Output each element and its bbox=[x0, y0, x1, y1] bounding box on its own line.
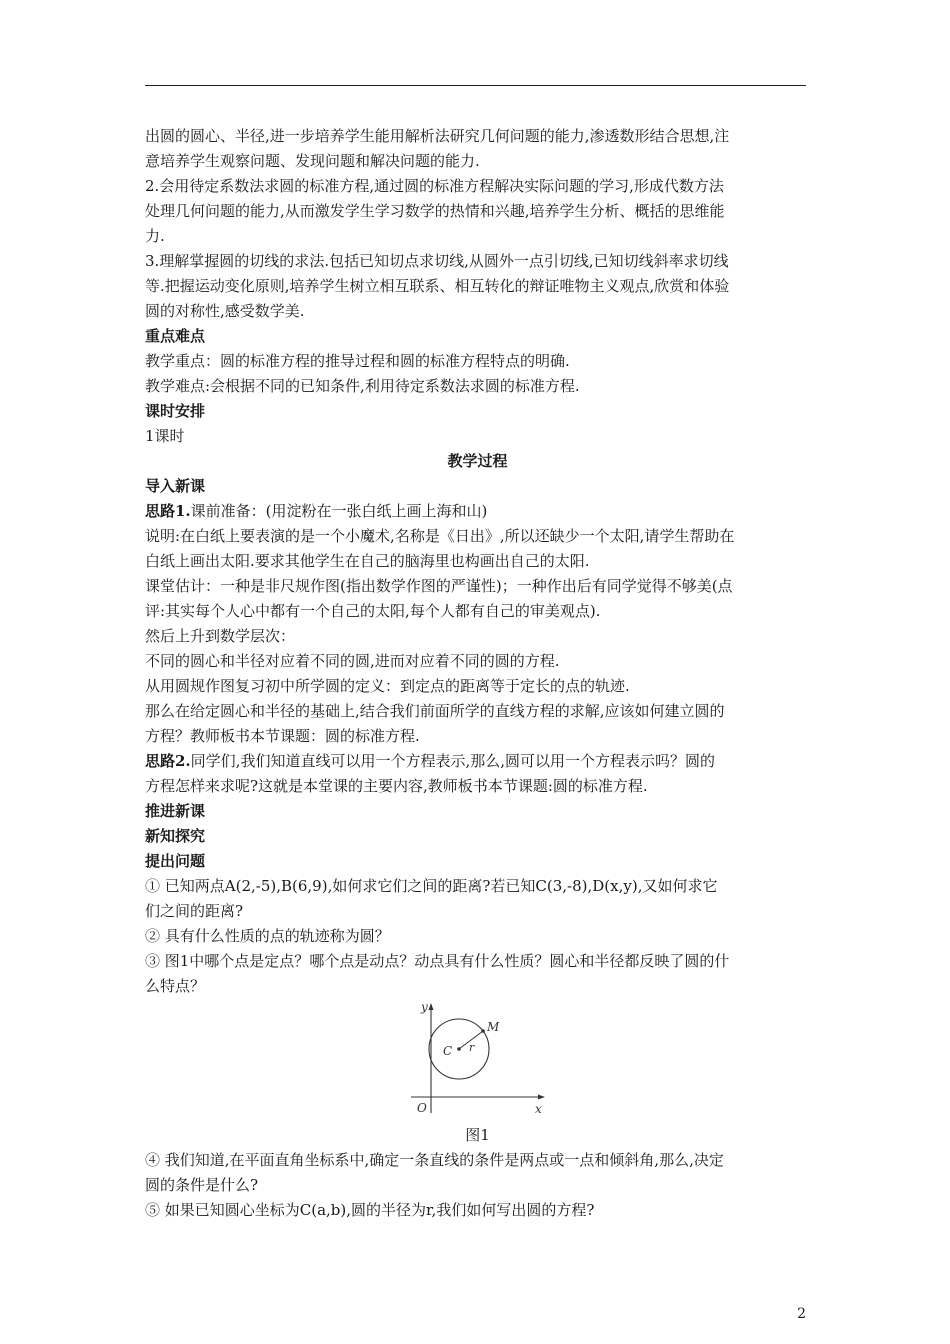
header-rule bbox=[145, 85, 806, 86]
text-line: 处理几何问题的能力,从而激发学生学习数学的热情和兴趣,培养学生分析、概括的思维能 bbox=[145, 202, 725, 220]
text-line: 说明:在白纸上要表演的是一个小魔术,名称是《日出》,所以还缺少一个太阳,请学生帮助在 bbox=[145, 527, 735, 545]
text-line: 白纸上画出太阳.要求其他学生在自己的脑海里也构画出自己的太阳. bbox=[145, 552, 590, 570]
page-number: 2 bbox=[797, 1306, 806, 1322]
text-line: 教学难点:会根据不同的已知条件,利用待定系数法求圆的标准方程. bbox=[145, 377, 580, 395]
idea2-label: 思路2. bbox=[145, 752, 191, 770]
text-line: 圆的对称性,感受数学美. bbox=[145, 302, 305, 320]
question-line: ⑤ 如果已知圆心坐标为C(a,b),圆的半径为r,我们如何写出圆的方程? bbox=[145, 1201, 595, 1219]
question-line: ④ 我们知道,在平面直角坐标系中,确定一条直线的条件是两点或一点和倾斜角,那么,决定 bbox=[145, 1151, 724, 1169]
section-heading-key-points: 重点难点 bbox=[145, 327, 206, 345]
text-line: 力. bbox=[145, 227, 165, 245]
idea2-text: 同学们,我们知道直线可以用一个方程表示,那么,圆可以用一个方程表示吗？圆的 bbox=[190, 752, 715, 770]
idea1-label: 思路1. bbox=[145, 502, 191, 520]
figure-caption: 图1 bbox=[465, 1126, 490, 1144]
circle-diagram bbox=[403, 1001, 553, 1121]
question-line: 圆的条件是什么? bbox=[145, 1176, 259, 1194]
text-line: 课堂估计：一种是非尺规作图(指出数学作图的严谨性)；一种作出后有同学觉得不够美(点 bbox=[145, 577, 733, 595]
label-y: y bbox=[421, 1001, 428, 1014]
question-line: ① 已知两点A(2,-5),B(6,9),如何求它们之间的距离?若已知C(3,-8),D(x,y),又如何求它 bbox=[145, 877, 718, 895]
question-line: ③ 图1中哪个点是定点？哪个点是动点？动点具有什么性质？圆心和半径都反映了圆的什 bbox=[145, 952, 730, 970]
figure-1 bbox=[145, 1001, 810, 1123]
question-line: ② 具有什么性质的点的轨迹称为圆？ bbox=[145, 927, 390, 945]
y-axis-arrow bbox=[429, 1003, 434, 1010]
idea1-text: 课前准备：(用淀粉在一张白纸上画上海和山) bbox=[190, 502, 488, 520]
text-line: 2.会用待定系数法求圆的标准方程,通过圆的标准方程解决实际问题的学习,形成代数方法 bbox=[145, 177, 724, 195]
section-title-process: 教学过程 bbox=[447, 452, 508, 470]
idea1-line bbox=[145, 499, 810, 524]
section-heading-new: 新知探究 bbox=[145, 827, 206, 845]
label-x: x bbox=[535, 1102, 542, 1116]
label-o: O bbox=[417, 1101, 427, 1115]
text-line: 不同的圆心和半径对应着不同的圆,进而对应着不同的圆的方程. bbox=[145, 652, 560, 670]
page-content bbox=[145, 124, 810, 1223]
text-line: 然后上升到数学层次： bbox=[145, 627, 296, 645]
text-line: 3.理解掌握圆的切线的求法.包括已知切点求切线,从圆外一点引切线,已知切线斜率求切线 bbox=[145, 252, 729, 270]
text-line: 方程？教师板书本节课题：圆的标准方程. bbox=[145, 727, 420, 745]
label-m: M bbox=[487, 1020, 500, 1034]
idea2-line bbox=[145, 749, 810, 774]
text-line: 出圆的圆心、半径,进一步培养学生能用解析法研究几何问题的能力,渗透数形结合思想,注 bbox=[145, 127, 730, 145]
label-r: r bbox=[469, 1041, 475, 1054]
text-line: 那么在给定圆心和半径的基础上,结合我们前面所学的直线方程的求解,应该如何建立圆的 bbox=[145, 702, 725, 720]
text-line: 等.把握运动变化原则,培养学生树立相互联系、相互转化的辩证唯物主义观点,欣赏和体验 bbox=[145, 277, 730, 295]
point-m bbox=[481, 1029, 485, 1033]
text-line: 从用圆规作图复习初中所学圆的定义：到定点的距离等于定长的点的轨迹. bbox=[145, 677, 630, 695]
section-heading-intro: 导入新课 bbox=[145, 477, 206, 495]
section-heading-advance: 推进新课 bbox=[145, 802, 206, 820]
section-heading-question: 提出问题 bbox=[145, 852, 206, 870]
label-c: C bbox=[443, 1044, 453, 1058]
question-line: 么特点？ bbox=[145, 977, 206, 995]
section-heading-schedule: 课时安排 bbox=[145, 402, 206, 420]
text-line: 评:其实每个人心中都有一个自己的太阳,每个人都有自己的审美观点). bbox=[145, 602, 601, 620]
text-line: 1课时 bbox=[145, 427, 185, 445]
text-line: 教学重点：圆的标准方程的推导过程和圆的标准方程特点的明确. bbox=[145, 352, 570, 370]
x-axis-arrow bbox=[538, 1095, 545, 1100]
question-line: 们之间的距离? bbox=[145, 902, 244, 920]
text-line: 意培养学生观察问题、发现问题和解决问题的能力. bbox=[145, 152, 480, 170]
text-line: 方程怎样来求呢?这就是本堂课的主要内容,教师板书本节课题:圆的标准方程. bbox=[145, 777, 648, 795]
